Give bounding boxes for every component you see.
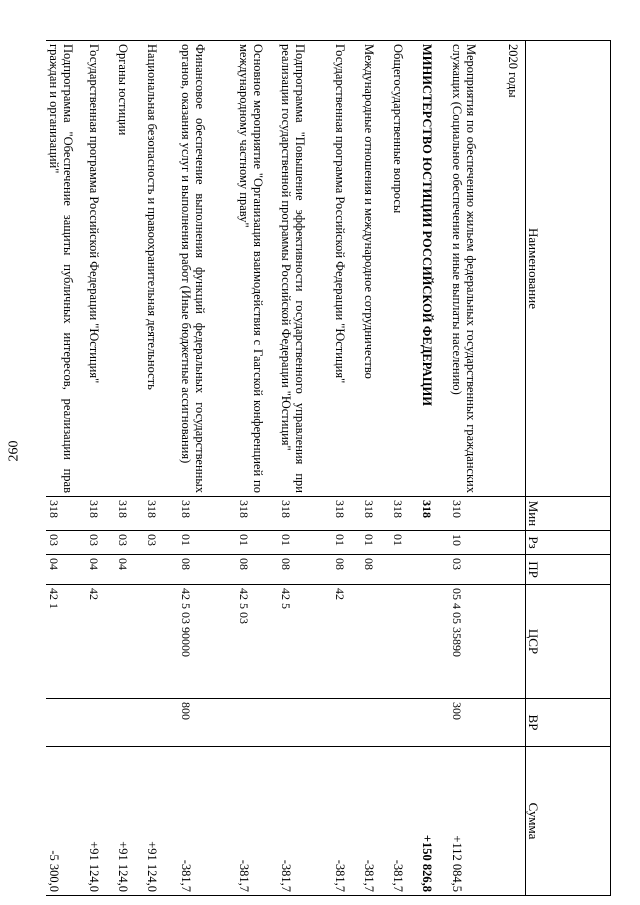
- table-row: [116, 41, 145, 896]
- row-name: Органы юстиции: [116, 41, 145, 497]
- row-name: Мероприятия по обеспечению жильем федеральных государственных гражданских служащих (Социальное обеспечение и иные выплаты населению): [450, 41, 506, 497]
- row-pr: 04: [116, 555, 145, 585]
- header-rz: Рз: [526, 531, 611, 555]
- row-rz: [506, 531, 526, 555]
- table-row: [506, 41, 526, 896]
- page-number: 260: [6, 440, 21, 462]
- table-row: [362, 41, 391, 896]
- row-name: Основное мероприятие "Организация взаимодействия с Гаагской конференцией по международному частному праву": [237, 41, 279, 497]
- row-pr: 08: [179, 555, 237, 585]
- table-row: [333, 41, 362, 896]
- row-vr: 300: [450, 699, 506, 747]
- row-name: 2020 годы: [506, 41, 526, 497]
- row-vr: [333, 699, 362, 747]
- row-vr: [506, 699, 526, 747]
- table-row: [145, 41, 179, 896]
- row-vr: [391, 699, 420, 747]
- row-vr: [279, 699, 333, 747]
- rotated-page: [47, 40, 611, 895]
- row-rz: 01: [179, 531, 237, 555]
- row-sum: -381,7: [391, 747, 420, 896]
- row-pr: 08: [333, 555, 362, 585]
- table-row: [391, 41, 420, 896]
- row-pr: 08: [237, 555, 279, 585]
- row-rz: 03: [87, 531, 116, 555]
- row-pr: 08: [279, 555, 333, 585]
- row-sum: -381,7: [237, 747, 279, 896]
- row-min: 318: [420, 497, 450, 531]
- row-csr: [506, 585, 526, 699]
- row-sum: -381,7: [279, 747, 333, 896]
- row-min: [506, 497, 526, 531]
- row-name: Международные отношения и международное сотрудничество: [362, 41, 391, 497]
- row-vr: [362, 699, 391, 747]
- row-min: 318: [116, 497, 145, 531]
- row-min: 318: [87, 497, 116, 531]
- row-sum: +91 124,0: [145, 747, 179, 896]
- row-csr: 42 5: [279, 585, 333, 699]
- row-pr: [391, 555, 420, 585]
- row-pr: [506, 555, 526, 585]
- row-min: 318: [279, 497, 333, 531]
- row-sum: +91 124,0: [116, 747, 145, 896]
- row-sum: -381,7: [362, 747, 391, 896]
- row-name: МИНИСТЕРСТВО ЮСТИЦИИ РОССИЙСКОЙ ФЕДЕРАЦИИ: [420, 41, 450, 497]
- row-vr: [47, 699, 87, 747]
- row-pr: [420, 555, 450, 585]
- row-rz: 01: [391, 531, 420, 555]
- row-csr: [420, 585, 450, 699]
- row-csr: 42 5 03 90000: [179, 585, 237, 699]
- row-csr: [362, 585, 391, 699]
- row-rz: 03: [145, 531, 179, 555]
- row-min: 318: [47, 497, 87, 531]
- row-csr: 42 1: [47, 585, 87, 699]
- row-sum: -381,7: [333, 747, 362, 896]
- row-min: 318: [145, 497, 179, 531]
- row-min: 318: [179, 497, 237, 531]
- row-vr: [145, 699, 179, 747]
- row-vr: [87, 699, 116, 747]
- row-csr: 42: [333, 585, 362, 699]
- row-pr: [145, 555, 179, 585]
- row-min: 318: [362, 497, 391, 531]
- row-rz: [420, 531, 450, 555]
- row-sum: +150 826,8: [420, 747, 450, 896]
- row-vr: [237, 699, 279, 747]
- row-name: Подпрограмма "Обеспечение защиты публичных интересов, реализации прав граждан и организаций": [47, 41, 87, 497]
- row-min: 310: [450, 497, 506, 531]
- row-name: Подпрограмма "Повышение эффективности государственного управления при реализации государственной программы Российской Федерации "Юстиция": [279, 41, 333, 497]
- budget-table: [47, 40, 612, 896]
- table-row: [47, 41, 87, 896]
- row-csr: 42 5 03: [237, 585, 279, 699]
- row-pr: 04: [47, 555, 87, 585]
- row-csr: [391, 585, 420, 699]
- table-row: [179, 41, 237, 896]
- row-rz: 01: [362, 531, 391, 555]
- row-sum: -381,7: [179, 747, 237, 896]
- row-rz: 10: [450, 531, 506, 555]
- header-csr: ЦСР: [526, 585, 611, 699]
- row-csr: [145, 585, 179, 699]
- row-name: Общегосударственные вопросы: [391, 41, 420, 497]
- row-name: Финансовое обеспечение выполнения функций федеральных государственных органов, оказания услуг и выполнения работ (Иные бюджетные ассигнования): [179, 41, 237, 497]
- header-min: Мин: [526, 497, 611, 531]
- row-pr: 04: [87, 555, 116, 585]
- row-sum: [506, 747, 526, 896]
- row-rz: 03: [116, 531, 145, 555]
- row-sum: -5 300,0: [47, 747, 87, 896]
- row-csr: 42: [87, 585, 116, 699]
- row-sum: +112 084,5: [450, 747, 506, 896]
- row-pr: 03: [450, 555, 506, 585]
- table-row: [87, 41, 116, 896]
- row-rz: 01: [237, 531, 279, 555]
- row-name: Государственная программа Российской Федерации "Юстиция": [333, 41, 362, 497]
- row-min: 318: [333, 497, 362, 531]
- row-csr: [116, 585, 145, 699]
- row-vr: 800: [179, 699, 237, 747]
- header-vr: ВР: [526, 699, 611, 747]
- row-rz: 03: [47, 531, 87, 555]
- row-pr: 08: [362, 555, 391, 585]
- header-pr: ПР: [526, 555, 611, 585]
- row-csr: 05 4 05 35890: [450, 585, 506, 699]
- row-vr: [116, 699, 145, 747]
- row-name: Государственная программа Российской Федерации "Юстиция": [87, 41, 116, 497]
- row-sum: +91 124,0: [87, 747, 116, 896]
- row-rz: 01: [333, 531, 362, 555]
- header-name: Наименование: [526, 41, 611, 497]
- table-row: [279, 41, 333, 896]
- table-header: [526, 41, 611, 896]
- table-row: [420, 41, 450, 896]
- table-row: [450, 41, 506, 896]
- row-rz: 01: [279, 531, 333, 555]
- table-row: [237, 41, 279, 896]
- row-name: Национальная безопасность и правоохранительная деятельность: [145, 41, 179, 497]
- row-min: 318: [237, 497, 279, 531]
- row-min: 318: [391, 497, 420, 531]
- header-sum: Сумма: [526, 747, 611, 896]
- row-vr: [420, 699, 450, 747]
